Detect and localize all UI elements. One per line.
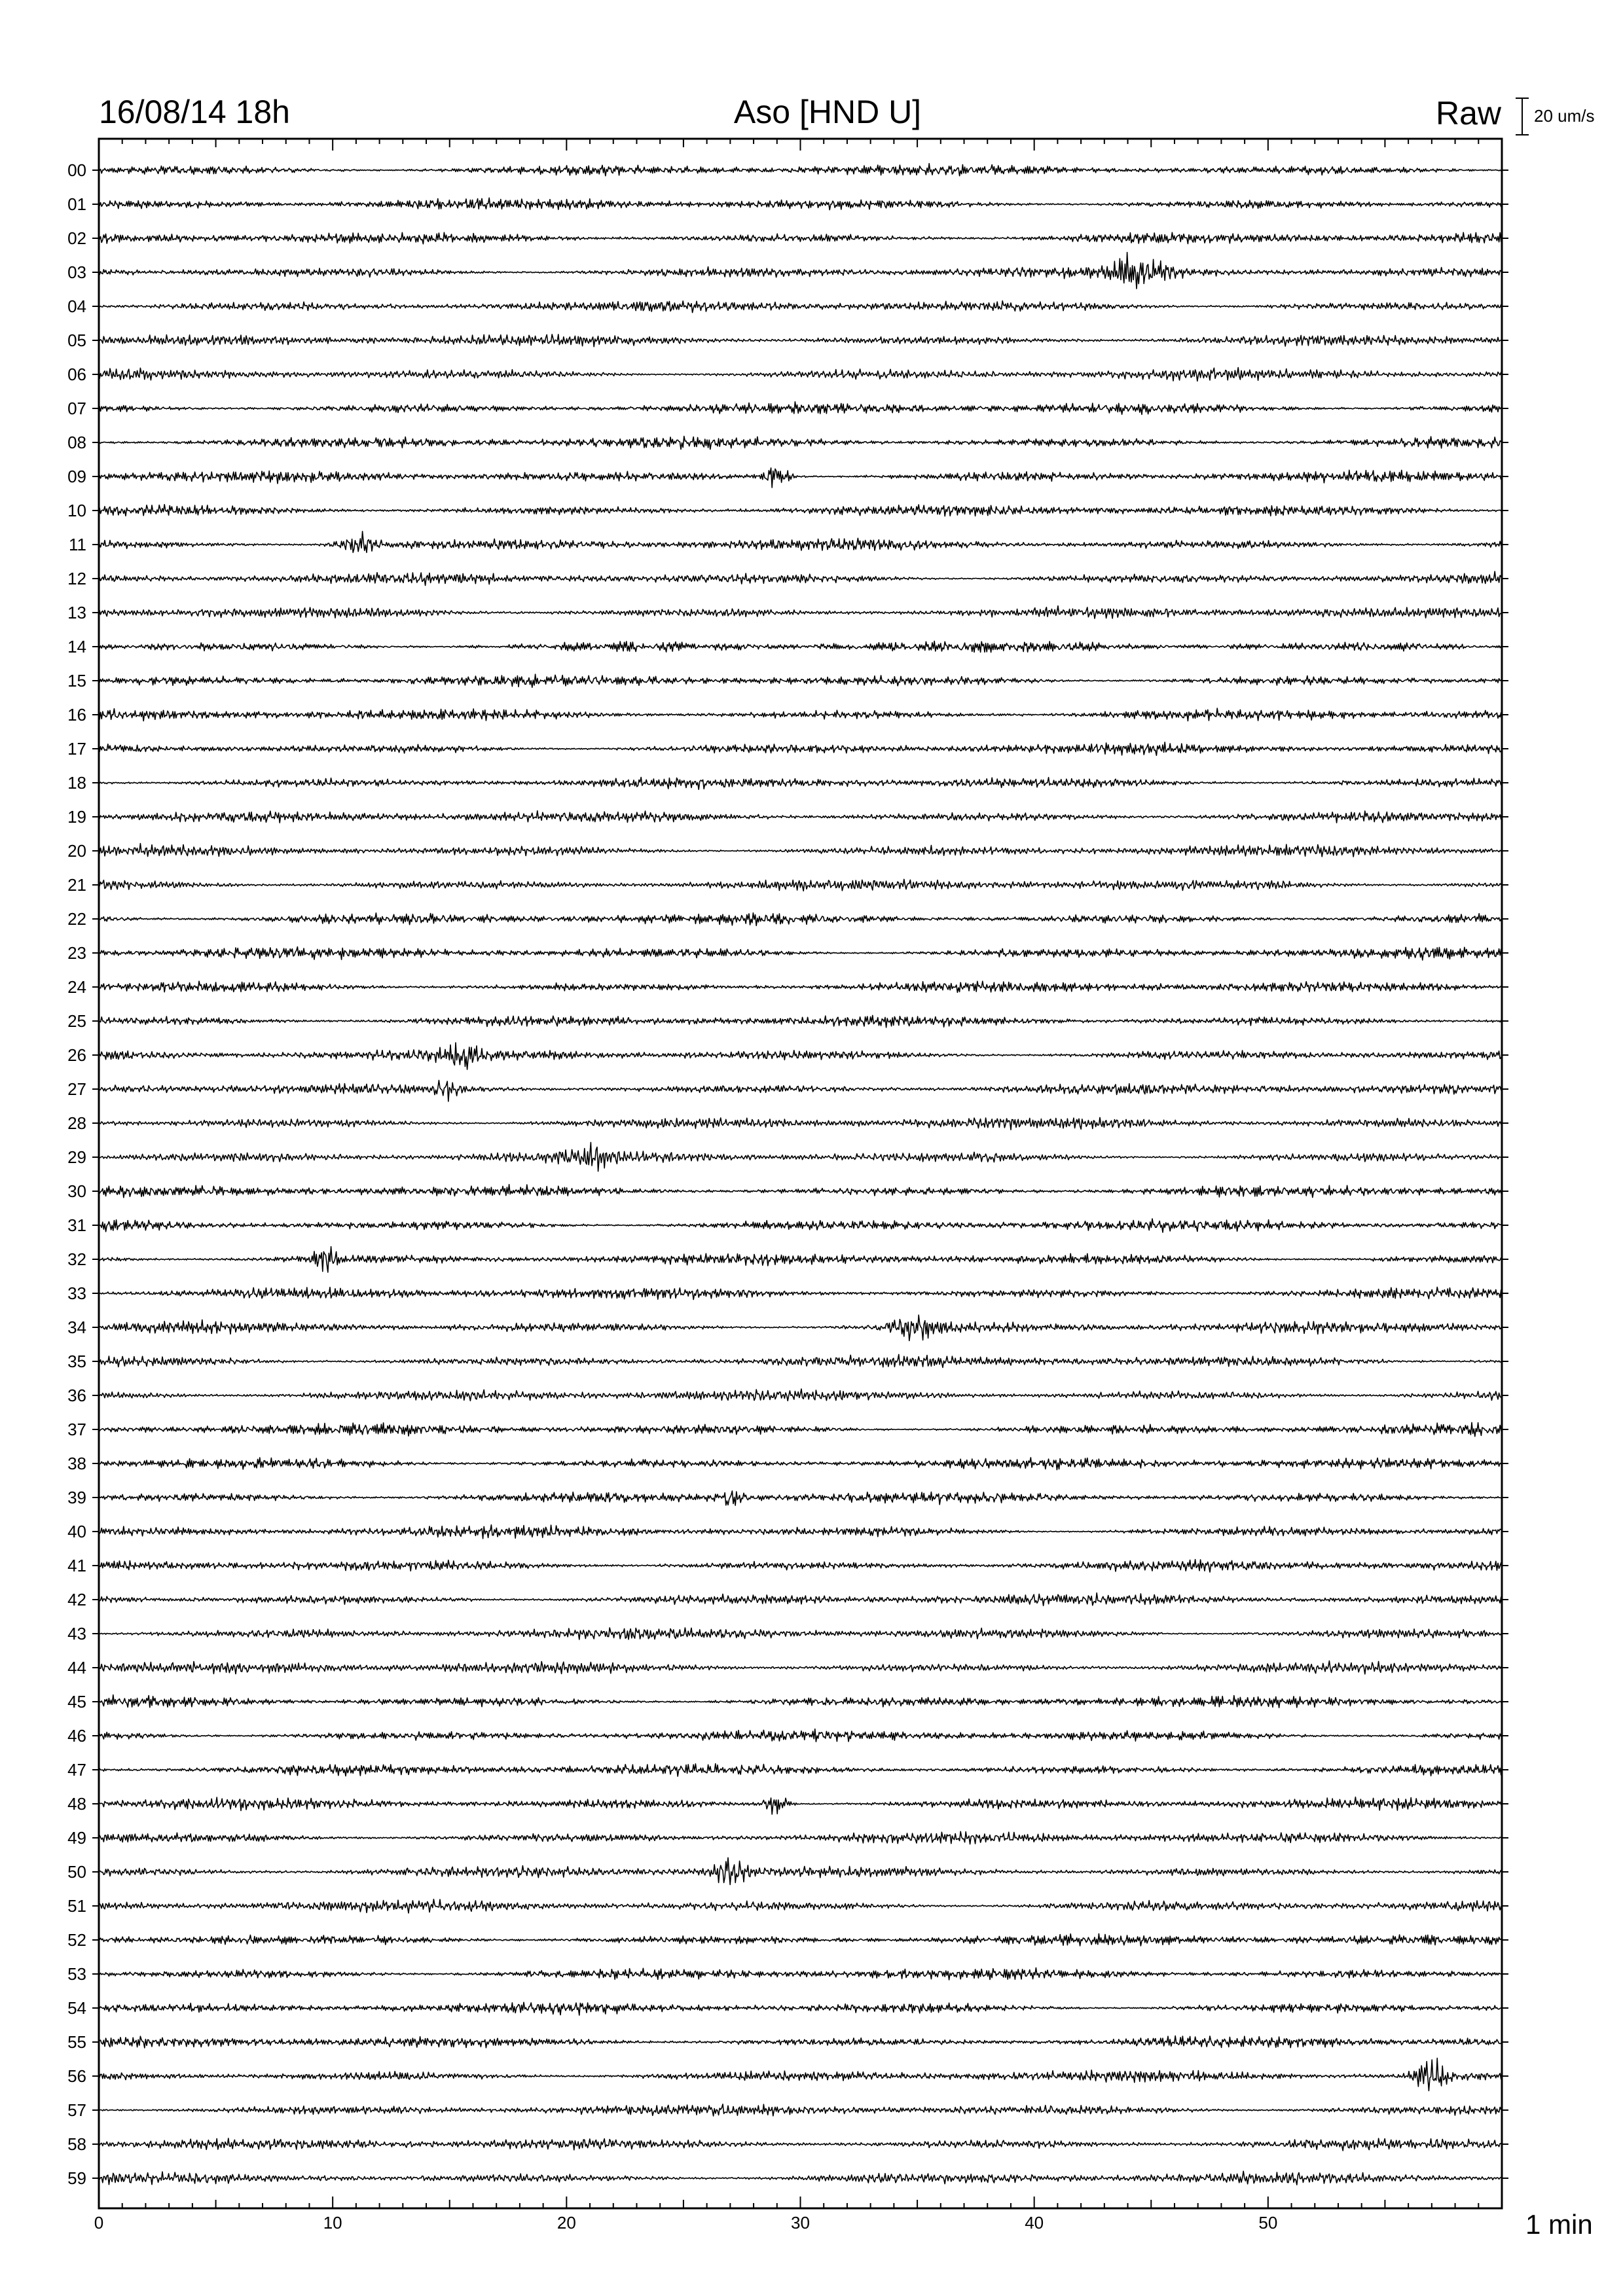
row-label: 56 [67, 2066, 86, 2086]
trace-row-36 [100, 1389, 1501, 1401]
row-label: 32 [67, 1249, 86, 1269]
scale-label: 20 um/s [1534, 106, 1595, 126]
row-label: 13 [67, 603, 86, 622]
row-label: 34 [67, 1318, 86, 1337]
row-label: 06 [67, 365, 86, 384]
trace-row-49 [100, 1831, 1501, 1844]
trace-row-27 [100, 1081, 1501, 1102]
trace-row-13 [100, 606, 1501, 619]
row-label: 10 [67, 501, 86, 520]
trace-row-59 [100, 2171, 1501, 2185]
trace-row-11 [100, 531, 1501, 552]
row-label: 52 [67, 1930, 86, 1950]
x-tick-label: 10 [323, 2213, 342, 2233]
time-unit-label: 1 min [1525, 2209, 1593, 2240]
plot-frame [99, 139, 1502, 2208]
trace-row-23 [100, 947, 1501, 960]
trace-row-01 [100, 198, 1501, 209]
row-label: 21 [67, 875, 86, 895]
row-label: 48 [67, 1794, 86, 1814]
trace-row-19 [100, 811, 1501, 823]
trace-row-24 [100, 981, 1501, 992]
trace-row-40 [100, 1525, 1501, 1539]
row-label: 24 [67, 977, 86, 997]
row-label: 35 [67, 1352, 86, 1371]
row-label: 41 [67, 1556, 86, 1575]
trace-row-16 [100, 708, 1501, 721]
trace-row-08 [100, 437, 1501, 450]
row-label: 47 [67, 1760, 86, 1780]
trace-row-39 [100, 1491, 1501, 1505]
trace-row-28 [100, 1117, 1501, 1130]
row-label: 04 [67, 296, 86, 316]
seismic-traces [100, 164, 1501, 2185]
row-label: 00 [67, 160, 86, 180]
trace-row-44 [100, 1661, 1501, 1674]
trace-row-46 [100, 1729, 1501, 1742]
row-label: 01 [67, 194, 86, 214]
row-label: 09 [67, 467, 86, 486]
row-label: 02 [67, 228, 86, 248]
trace-row-03 [100, 253, 1501, 289]
trace-row-48 [100, 1797, 1501, 1814]
trace-row-05 [100, 334, 1501, 347]
trace-row-22 [100, 913, 1501, 926]
trace-row-47 [100, 1764, 1501, 1776]
x-tick-label: 50 [1258, 2213, 1278, 2233]
amplitude-scale-bar [1516, 98, 1529, 135]
row-label: 50 [67, 1862, 86, 1882]
datetime-label: 16/08/14 18h [99, 94, 290, 130]
row-label: 53 [67, 1964, 86, 1984]
x-tick-label: 20 [556, 2213, 576, 2233]
trace-row-37 [100, 1422, 1501, 1436]
trace-row-21 [100, 879, 1501, 891]
row-label: 11 [69, 535, 86, 554]
row-label: 33 [67, 1283, 86, 1303]
x-tick-label: 40 [1025, 2213, 1044, 2233]
trace-row-42 [100, 1593, 1501, 1606]
row-label: 39 [67, 1488, 86, 1507]
trace-row-51 [100, 1899, 1501, 1913]
row-label: 18 [67, 773, 86, 793]
trace-row-35 [100, 1354, 1501, 1367]
row-label: 16 [67, 705, 86, 725]
row-label: 42 [67, 1590, 86, 1609]
x-tick-label: 30 [791, 2213, 810, 2233]
row-label: 46 [67, 1726, 86, 1746]
trace-row-57 [100, 2104, 1501, 2116]
trace-row-45 [100, 1695, 1501, 1708]
trace-row-54 [100, 2002, 1501, 2015]
row-label: 15 [67, 671, 86, 691]
trace-row-50 [100, 1857, 1501, 1884]
row-label: 20 [67, 841, 86, 861]
trace-row-25 [100, 1015, 1501, 1027]
trace-row-56 [100, 2058, 1501, 2091]
trace-row-06 [100, 368, 1501, 382]
trace-row-53 [100, 1968, 1501, 1980]
row-label: 57 [67, 2100, 86, 2120]
row-label: 14 [67, 637, 86, 656]
row-label: 19 [67, 807, 86, 827]
row-label: 12 [67, 569, 86, 588]
row-label: 08 [67, 433, 86, 452]
row-label: 58 [67, 2134, 86, 2154]
row-label: 54 [67, 1998, 86, 2018]
trace-row-55 [100, 2036, 1501, 2048]
trace-row-26 [100, 1043, 1501, 1069]
trace-row-09 [100, 468, 1501, 488]
row-label: 29 [67, 1147, 86, 1167]
row-label: 07 [67, 399, 86, 418]
row-label: 40 [67, 1522, 86, 1541]
row-label: 45 [67, 1692, 86, 1712]
row-label: 59 [67, 2168, 86, 2188]
row-label: 38 [67, 1454, 86, 1473]
trace-row-33 [100, 1287, 1501, 1300]
row-label: 28 [67, 1113, 86, 1133]
row-label: 03 [67, 262, 86, 282]
trace-row-29 [100, 1142, 1501, 1171]
trace-row-20 [100, 844, 1501, 857]
trace-row-17 [100, 742, 1501, 755]
trace-row-58 [100, 2138, 1501, 2151]
row-label: 30 [67, 1181, 86, 1201]
x-tick-labels [94, 2213, 1278, 2233]
row-label: 26 [67, 1045, 86, 1065]
row-label: 23 [67, 943, 86, 963]
row-label: 43 [67, 1624, 86, 1643]
row-label: 31 [67, 1215, 86, 1235]
minute-ticks [99, 139, 1502, 2208]
trace-row-04 [100, 301, 1501, 313]
row-label: 36 [67, 1386, 86, 1405]
row-label: 37 [67, 1420, 86, 1439]
row-label: 51 [67, 1896, 86, 1916]
trace-row-15 [100, 674, 1501, 687]
row-labels [67, 160, 1508, 2188]
trace-row-02 [100, 232, 1501, 244]
trace-row-00 [100, 164, 1501, 176]
trace-row-07 [100, 402, 1501, 415]
trace-row-41 [100, 1560, 1501, 1572]
row-label: 25 [67, 1011, 86, 1031]
trace-row-38 [100, 1458, 1501, 1470]
trace-row-18 [100, 778, 1501, 790]
row-label: 55 [67, 2032, 86, 2052]
row-label: 49 [67, 1828, 86, 1848]
trace-row-43 [100, 1628, 1501, 1640]
row-label: 05 [67, 331, 86, 350]
row-label: 22 [67, 909, 86, 929]
row-label: 27 [67, 1079, 86, 1099]
trace-row-34 [100, 1315, 1501, 1340]
trace-row-10 [100, 505, 1501, 516]
trace-row-12 [100, 571, 1501, 585]
x-tick-label: 0 [94, 2213, 104, 2233]
trace-row-30 [100, 1185, 1501, 1198]
row-label: 17 [67, 739, 86, 759]
trace-row-52 [100, 1934, 1501, 1946]
row-label: 44 [67, 1658, 86, 1677]
trace-row-32 [100, 1247, 1501, 1272]
trace-row-31 [100, 1219, 1501, 1232]
mode-label: Raw [1435, 95, 1501, 132]
trace-row-14 [100, 641, 1501, 653]
chart-title: Aso [HND U] [733, 94, 922, 130]
